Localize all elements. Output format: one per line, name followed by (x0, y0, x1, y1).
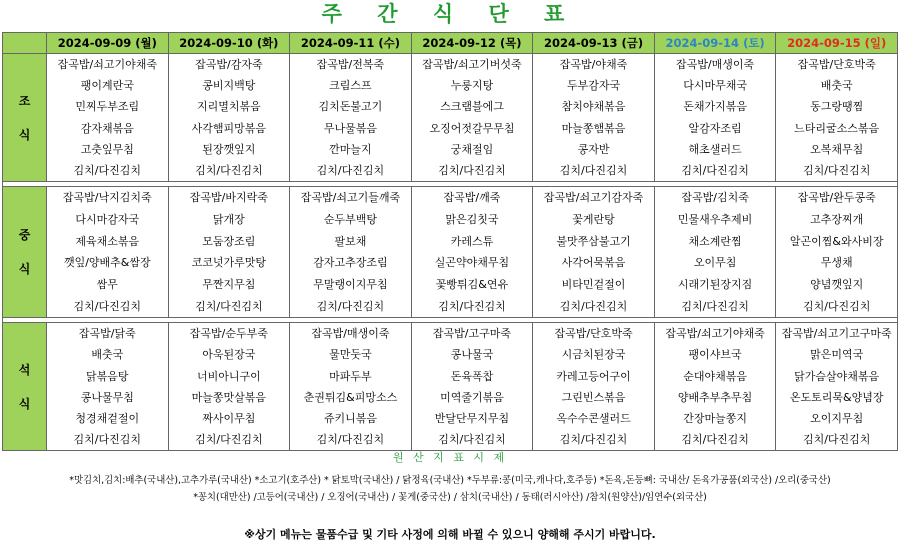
menu-item: 깻잎/양배추&쌈장 (63, 256, 151, 270)
menu-item: 그린빈스볶음 (561, 390, 626, 404)
menu-item: 크림스프 (329, 79, 372, 93)
menu-item: 잡곡밥/닭죽 (78, 327, 136, 341)
menu-item: 김치/다진김치 (195, 433, 263, 447)
menu-cell (47, 54, 169, 182)
menu-item: 쌈무 (96, 277, 118, 291)
menu-cell (533, 54, 655, 182)
menu-cell (168, 323, 290, 451)
menu-item: 김치/다진김치 (802, 163, 871, 177)
menu-item: 잡곡밥/쇠고기야채죽 (665, 327, 765, 341)
date-header: 2024-09-11 (수) (290, 33, 412, 54)
menu-item: 오징어젓갈무무침 (429, 121, 515, 135)
menu-item: 잡곡밥/전복죽 (316, 58, 385, 71)
page-title: 주 간 식 단 표 (321, 2, 579, 26)
menu-item: 맑은미역국 (810, 348, 864, 362)
menu-item: 돈채가지볶음 (683, 100, 747, 114)
menu-cell (411, 187, 533, 318)
menu-item: 김치/다진김치 (195, 299, 263, 313)
date-header: 2024-09-13 (금) (533, 33, 655, 54)
menu-item: 김치/다진김치 (438, 299, 506, 313)
menu-cell (411, 54, 533, 182)
menu-item: 물만둣국 (329, 348, 372, 362)
menu-item: 김치/다진김치 (802, 299, 871, 313)
menu-item: 궁채절임 (450, 142, 494, 156)
meal-label (3, 323, 47, 451)
menu-item: 김치/다진김치 (438, 433, 506, 447)
menu-item: 팽이계란국 (80, 79, 134, 93)
menu-item: 잡곡밥/감자죽 (195, 58, 263, 71)
menu-item: 김치/다진김치 (681, 433, 749, 447)
origin-title: 원 산 지 표 시 제 (392, 451, 508, 464)
menu-item: 무말랭이지무침 (313, 277, 388, 291)
menu-item: 불맛쭈삼불고기 (556, 234, 631, 248)
menu-item: 잡곡밥/매생이죽 (311, 327, 390, 341)
menu-item: 김치/다진김치 (73, 299, 142, 313)
meal-label (3, 187, 47, 318)
menu-item: 깐마늘지 (329, 142, 372, 156)
menu-item: 마늘쫑햄볶음 (561, 121, 626, 135)
menu-cell (776, 54, 898, 182)
menu-item: 잡곡밥/쇠고기야채죽 (57, 58, 157, 71)
menu-cell (776, 187, 898, 318)
menu-item: 채소계란찜 (688, 234, 742, 248)
menu-item: 실곤약야채무침 (434, 256, 510, 270)
menu-item: 고추장찌개 (810, 212, 864, 226)
menu-item: 콩나물국 (450, 348, 494, 362)
menu-item: 옥수수콘샐러드 (556, 412, 631, 425)
meal-label-char: 조 (18, 93, 31, 108)
menu-item: 알감자조림 (688, 121, 742, 135)
menu-item: 잡곡밥/깨죽 (443, 191, 501, 205)
menu-item: 청경채겉절이 (75, 412, 140, 425)
date-header: 2024-09-09 (월) (47, 33, 169, 54)
menu-item: 김치/다진김치 (316, 163, 385, 177)
menu-item: 김치/다진김치 (559, 163, 628, 177)
menu-item: 동그랑땡찜 (810, 100, 864, 114)
menu-item: 꽃빵튀김&연유 (435, 277, 509, 291)
menu-item: 양념깻잎지 (810, 277, 864, 291)
menu-item: 팔보채 (334, 234, 367, 248)
menu-item: 순대야채볶음 (683, 369, 747, 383)
menu-item: 쥬키니볶음 (323, 412, 377, 425)
menu-item: 마늘쫑맛살볶음 (191, 390, 267, 404)
menu-item: 시금치된장국 (561, 348, 626, 362)
menu-item: 된장깻잎지 (202, 142, 256, 156)
menu-item: 잡곡밥/쇠고기버섯죽 (422, 58, 522, 71)
menu-item: 잡곡밥/낙지김치죽 (62, 191, 152, 205)
menu-cell (411, 323, 533, 451)
menu-item: 사각어묵볶음 (561, 256, 626, 270)
date-header-row (3, 33, 898, 54)
menu-cell (290, 54, 412, 182)
menu-item: 참치야채볶음 (561, 100, 626, 114)
menu-cell (654, 323, 776, 451)
menu-item: 콩나물무침 (80, 390, 134, 404)
menu-item: 꽃게란탕 (572, 212, 615, 226)
menu-item: 코코넛가루맛탕 (191, 256, 267, 270)
menu-item: 민찌두부조림 (75, 100, 140, 114)
menu-cell (533, 187, 655, 318)
menu-item: 무생채 (820, 256, 853, 270)
origin-notes (0, 472, 900, 506)
menu-cell (654, 54, 776, 182)
menu-item: 김치/다진김치 (195, 163, 263, 177)
menu-item: 비타민겉절이 (561, 277, 626, 291)
menu-item: 잡곡밥/쇠고기감자죽 (543, 191, 644, 205)
menu-item: 김치/다진김치 (559, 433, 628, 447)
menu-item: 반달단무지무침 (434, 412, 510, 425)
menu-item: 김치/다진김치 (316, 433, 385, 447)
menu-item: 다시마감자국 (75, 212, 140, 226)
menu-cell (290, 187, 412, 318)
meal-label-char: 석 (18, 362, 31, 377)
meal-label-char: 식 (18, 262, 31, 277)
menu-item: 잡곡밥/단호박죽 (554, 327, 633, 341)
menu-cell (533, 323, 655, 451)
menu-cell (776, 323, 898, 451)
menu-change-notice: ※상기 메뉴는 물품수급 및 기타 사정에 의해 바뀔 수 있으니 양해해 주시기 바랍니다. (244, 528, 656, 541)
menu-item: 모둠장조림 (202, 234, 256, 248)
menu-item: 스크램블에그 (440, 100, 504, 114)
menu-item: 닭볶음탕 (86, 369, 129, 383)
menu-item: 감자채볶음 (80, 121, 134, 135)
menu-item: 닭개장 (212, 212, 245, 226)
menu-item: 시래기된장지짐 (677, 277, 753, 291)
menu-item: 양배추부추무침 (677, 390, 753, 404)
menu-item: 오이무침 (693, 256, 737, 270)
meal-label-char: 중 (18, 228, 31, 243)
menu-item: 제육채소볶음 (75, 234, 140, 248)
menu-item: 배춧국 (820, 79, 853, 93)
menu-item: 콩자반 (577, 142, 610, 156)
menu-cell (654, 187, 776, 318)
menu-item: 무짠지무침 (202, 277, 256, 291)
menu-item: 카레스튜 (450, 234, 494, 248)
menu-item: 잡곡밥/김치죽 (681, 191, 749, 205)
menu-item: 지리멸치볶음 (196, 100, 261, 114)
menu-item: 두부감자국 (566, 79, 621, 93)
menu-item: 감자고추장조림 (313, 256, 388, 270)
menu-item: 김치/다진김치 (681, 163, 749, 177)
menu-item: 사각햄피망볶음 (191, 121, 267, 135)
menu-item: 맑은김칫국 (445, 212, 499, 226)
origin-line: *맛김치,김치:배추(국내산),고추가루(국내산) *소고기(호주산) * 닭토막(국내산) / 닭정육(국내산) *두부류:콩(미국,캐나다,호주등) *돈육,돈등뼈: 국내산/ 돈육가공품(외국산) /오리(중국산) (69, 475, 831, 486)
menu-item: 김치/다진김치 (316, 299, 385, 313)
menu-item: 잡곡밥/쇠고기들깨죽 (300, 191, 401, 205)
menu-item: 민물새우추제비 (677, 212, 753, 226)
menu-item: 배춧국 (91, 348, 124, 362)
menu-item: 닭가슴살야채볶음 (794, 369, 880, 383)
menu-item: 김치/다진김치 (802, 433, 871, 447)
menu-item: 춘권튀김&피망소스 (303, 390, 398, 404)
menu-item: 간장마늘쫑지 (683, 412, 747, 425)
meal-row (3, 323, 898, 451)
date-header-sunday: 2024-09-15 (일) (776, 33, 898, 54)
menu-item: 다시마무채국 (683, 79, 747, 93)
meal-label-char: 식 (18, 127, 31, 142)
menu-item: 김치/다진김치 (73, 433, 142, 447)
date-header-saturday: 2024-09-14 (토) (654, 33, 776, 54)
menu-item: 무나물볶음 (323, 121, 377, 135)
menu-item: 잡곡밥/완두콩죽 (797, 191, 876, 205)
meal-row (3, 54, 898, 182)
menu-item: 카레고등어구이 (556, 369, 631, 383)
menu-item: 잡곡밥/바지락죽 (189, 191, 268, 205)
menu-item: 잡곡밥/순두부죽 (189, 327, 268, 341)
menu-item: 너비아니구이 (196, 369, 261, 383)
menu-item: 온도토리묵&양념장 (789, 390, 884, 404)
menu-cell (168, 54, 290, 182)
menu-cell (47, 187, 169, 318)
origin-line: *꽁치(대만산) /고등어(국내산) / 오징어(국내산) / 꽃게(중국산) / 삼치(국내산) / 동태(러시아산) /참치(원양산)/임연수(외국산) (193, 492, 707, 503)
weekly-menu-table (2, 32, 898, 451)
menu-item: 고춧잎무침 (80, 142, 134, 156)
menu-item: 마파두부 (329, 369, 372, 383)
menu-item: 잡곡밥/매생이죽 (676, 58, 755, 71)
meal-label-char: 식 (18, 396, 31, 411)
date-header: 2024-09-12 (목) (411, 33, 533, 54)
menu-item: 알곤이찜&와사비장 (789, 234, 884, 248)
header-corner (3, 33, 47, 54)
meal-label (3, 54, 47, 182)
menu-item: 잡곡밥/쇠고기고구마죽 (781, 327, 892, 341)
meal-row (3, 187, 898, 318)
menu-item: 해초샐러드 (688, 142, 742, 156)
menu-cell (47, 323, 169, 451)
menu-item: 잡곡밥/단호박죽 (797, 58, 876, 71)
menu-item: 아욱된장국 (202, 348, 256, 362)
menu-item: 미역줄기볶음 (440, 390, 504, 404)
menu-item: 팽이샤브국 (688, 348, 742, 362)
menu-item: 잡곡밥/고구마죽 (432, 327, 512, 341)
menu-item: 누룽지탕 (450, 79, 494, 93)
menu-item: 김치/다진김치 (73, 163, 142, 177)
menu-item: 김치/다진김치 (438, 163, 506, 177)
menu-cell (290, 323, 412, 451)
menu-item: 느타리굴소스볶음 (794, 121, 880, 135)
menu-item: 김치돈불고기 (318, 100, 383, 114)
menu-item: 잡곡밥/야채죽 (559, 58, 628, 71)
menu-item: 순두부백탕 (323, 212, 377, 226)
menu-item: 콩비지백탕 (202, 79, 256, 93)
menu-item: 김치/다진김치 (559, 299, 628, 313)
menu-item: 돈육폭찹 (450, 369, 494, 383)
menu-item: 오이지무침 (810, 412, 864, 425)
menu-item: 김치/다진김치 (681, 299, 749, 313)
menu-cell (168, 187, 290, 318)
menu-item: 짜사이무침 (202, 412, 256, 425)
menu-item: 오복채무침 (810, 142, 864, 156)
date-header: 2024-09-10 (화) (168, 33, 290, 54)
